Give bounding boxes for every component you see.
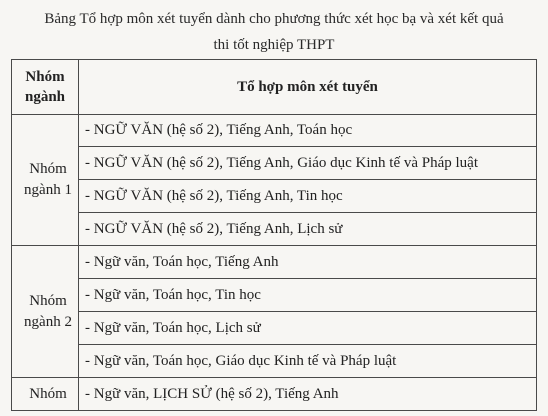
table-header-row (12, 60, 537, 115)
group-2-label-line-1: Nhóm (29, 292, 67, 309)
table-row (12, 279, 537, 312)
table-row (12, 213, 537, 246)
table-row (12, 378, 537, 411)
table-row (12, 345, 537, 378)
header-group (12, 60, 79, 115)
combination-cell: - Ngữ văn, Toán học, Tiếng Anh (79, 246, 537, 279)
table-caption (8, 6, 540, 58)
group-cell-3 (12, 378, 79, 411)
group-cell-1 (12, 115, 79, 246)
caption-line-2: thi tốt nghiệp THPT (213, 37, 335, 53)
combination-cell: - NGỮ VĂN (hệ số 2), Tiếng Anh, Toán học (79, 115, 537, 147)
group-3-label-line-1: Nhóm (29, 385, 67, 402)
table-row (12, 115, 537, 147)
table-row (12, 246, 537, 279)
combination-cell: - Ngữ văn, Toán học, Tin học (79, 279, 537, 312)
group-cell-2 (12, 246, 79, 378)
header-group-line-1: Nhóm (25, 69, 65, 85)
subject-combination-table (11, 59, 537, 411)
combination-cell: - NGỮ VĂN (hệ số 2), Tiếng Anh, Lịch sử (79, 213, 537, 246)
combination-cell: - Ngữ văn, Toán học, Lịch sử (79, 312, 537, 345)
group-1-label-line-1: Nhóm (29, 161, 67, 177)
table-row (12, 312, 537, 345)
table-row (12, 147, 537, 180)
table-row (12, 180, 537, 213)
header-group-line-2: ngành (24, 89, 66, 105)
header-combination: Tổ hợp môn xét tuyển (79, 60, 537, 115)
group-1-label-line-2: ngành 1 (24, 182, 72, 198)
group-2-label-line-2: ngành 2 (24, 313, 72, 330)
combination-cell: - NGỮ VĂN (hệ số 2), Tiếng Anh, Tin học (79, 180, 537, 213)
combination-cell: - NGỮ VĂN (hệ số 2), Tiếng Anh, Giáo dục Kinh tế và Pháp luật (79, 147, 537, 180)
combination-cell: - Ngữ văn, Toán học, Giáo dục Kinh tế và Pháp luật (79, 345, 537, 378)
combination-cell: - Ngữ văn, LỊCH SỬ (hệ số 2), Tiếng Anh (79, 378, 537, 411)
caption-line-1: Bảng Tổ hợp môn xét tuyển dành cho phương thức xét học bạ và xét kết quả (44, 11, 504, 27)
